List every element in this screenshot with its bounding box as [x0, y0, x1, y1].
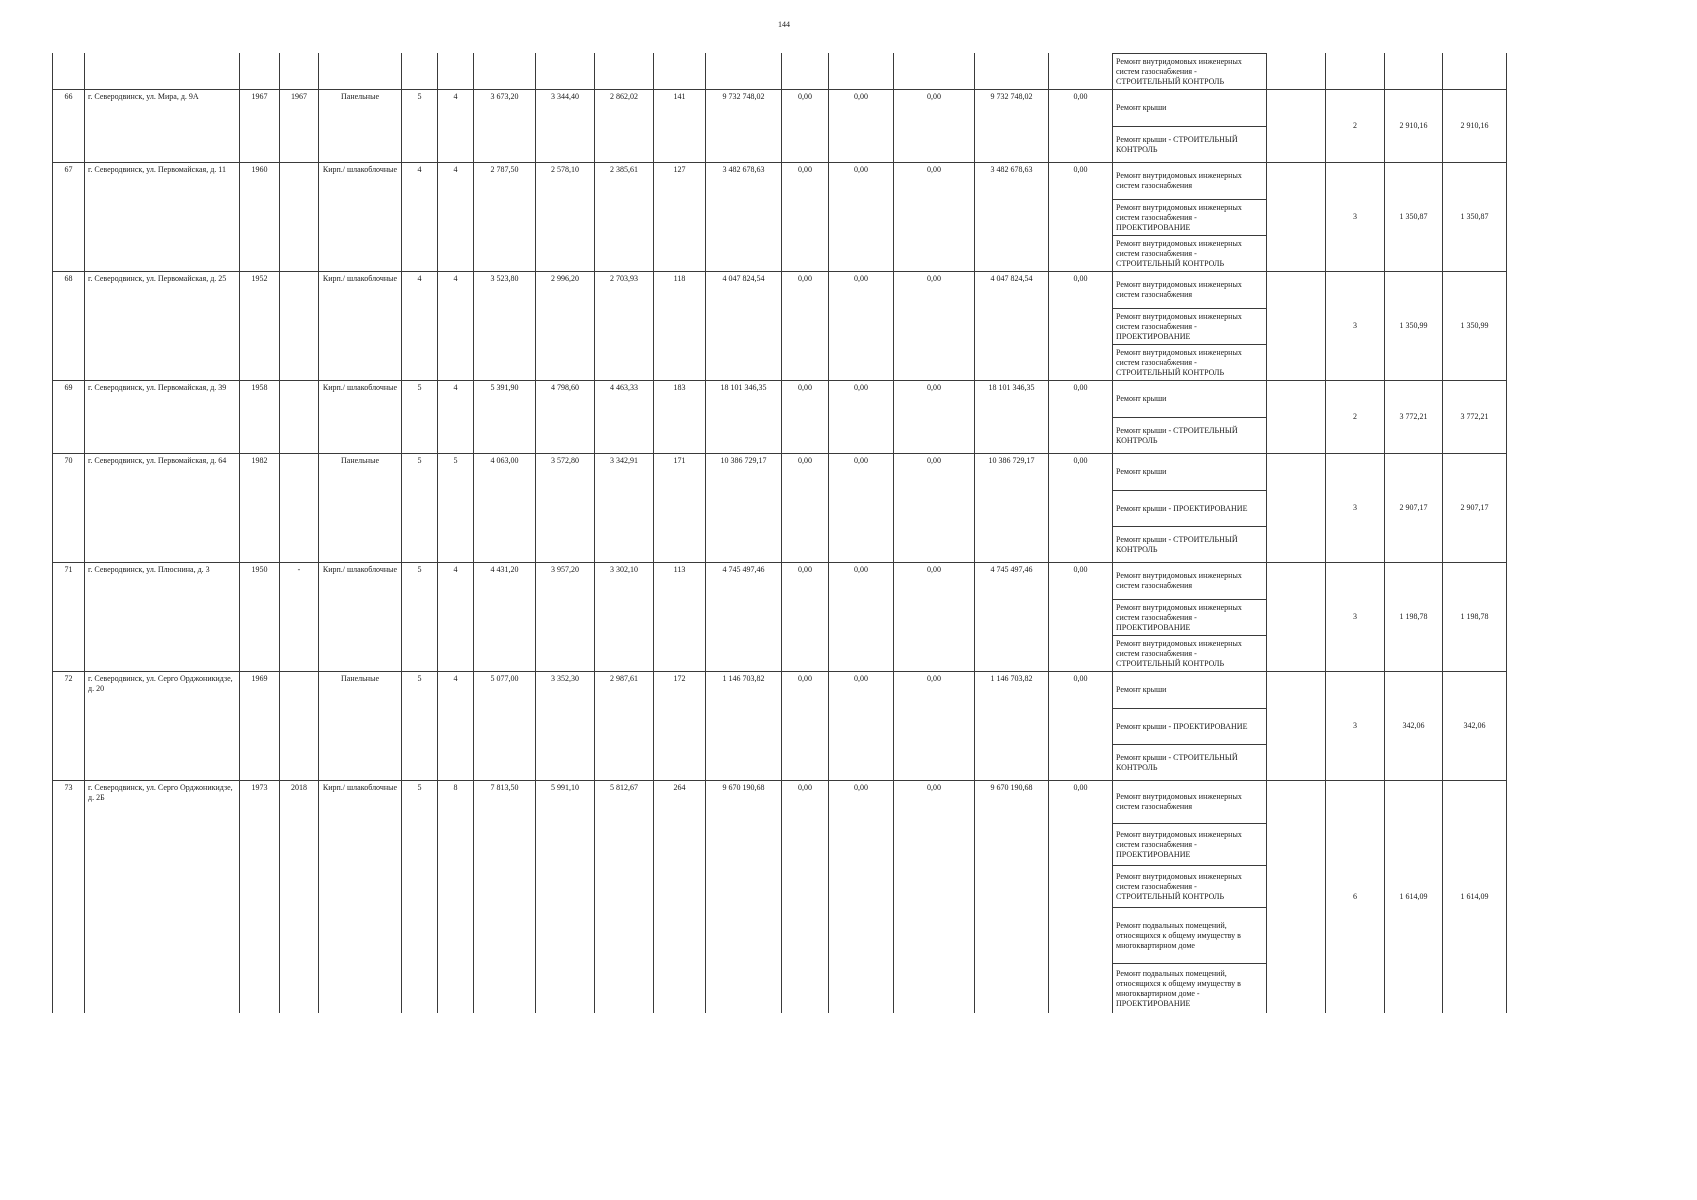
- works-cell: [1113, 454, 1326, 563]
- entrances: 4: [438, 672, 474, 781]
- area-residential: 3 342,91: [595, 454, 654, 563]
- floors: 5: [402, 454, 438, 563]
- floors: 5: [402, 672, 438, 781]
- entrances: 8: [438, 781, 474, 1014]
- work-item: Ремонт крыши - СТРОИТЕЛЬНЫЙ КОНТРОЛЬ: [1113, 526, 1267, 562]
- area-premises: 4 798,60: [536, 381, 595, 454]
- work-item: Ремонт внутридомовых инженерных систем газоснабжения - ПРОЕКТИРОВАНИЕ: [1113, 308, 1267, 344]
- table-row: [53, 563, 1507, 672]
- area-residential: 5 812,67: [595, 781, 654, 1014]
- entrances: 4: [438, 563, 474, 672]
- empty-cell: [53, 53, 85, 90]
- fund-owners: 4 047 824,54: [975, 272, 1049, 381]
- wall-material: Панельные: [319, 90, 402, 163]
- area-total: 3 523,80: [474, 272, 536, 381]
- empty-cell: [829, 53, 894, 90]
- unit-cost-max: 1 350,99: [1443, 272, 1507, 381]
- work-item: Ремонт крыши: [1113, 381, 1267, 417]
- row-number: 69: [53, 381, 85, 454]
- residents: 172: [654, 672, 706, 781]
- work-item: Ремонт крыши: [1113, 90, 1267, 126]
- fund-other: 0,00: [1049, 454, 1113, 563]
- fund-federal: 0,00: [782, 272, 829, 381]
- entrances: 4: [438, 90, 474, 163]
- fund-other: 0,00: [1049, 90, 1113, 163]
- cost-total: 10 386 729,17: [706, 454, 782, 563]
- floors: 4: [402, 163, 438, 272]
- work-item: Ремонт крыши - ПРОЕКТИРОВАНИЕ: [1113, 490, 1267, 526]
- fund-regional: 0,00: [829, 272, 894, 381]
- floors: 4: [402, 272, 438, 381]
- unit-cost-max: 3 772,21: [1443, 381, 1507, 454]
- page-number: 144: [778, 20, 790, 29]
- empty-cell: [1385, 53, 1443, 90]
- fund-regional: 0,00: [829, 454, 894, 563]
- year-overhaul: [280, 272, 319, 381]
- table-row: [53, 381, 1507, 454]
- row-number: 71: [53, 563, 85, 672]
- year-overhaul: [280, 163, 319, 272]
- works-count: 3: [1326, 163, 1385, 272]
- year-overhaul: 1967: [280, 90, 319, 163]
- unit-cost: 1 198,78: [1385, 563, 1443, 672]
- empty-cell: [319, 53, 402, 90]
- area-premises: 3 957,20: [536, 563, 595, 672]
- work-item: Ремонт внутридомовых инженерных систем газоснабжения - СТРОИТЕЛЬНЫЙ КОНТРОЛЬ: [1113, 635, 1267, 671]
- year-overhaul: [280, 381, 319, 454]
- area-total: 2 787,50: [474, 163, 536, 272]
- work-item: Ремонт внутридомовых инженерных систем газоснабжения: [1113, 272, 1267, 308]
- area-residential: 3 302,10: [595, 563, 654, 672]
- cost-total: 9 670 190,68: [706, 781, 782, 1014]
- empty-cell: [474, 53, 536, 90]
- residents: 141: [654, 90, 706, 163]
- area-residential: 2 703,93: [595, 272, 654, 381]
- cost-total: 4 745 497,46: [706, 563, 782, 672]
- empty-cell: [536, 53, 595, 90]
- residents: 118: [654, 272, 706, 381]
- area-residential: 2 987,61: [595, 672, 654, 781]
- fund-regional: 0,00: [829, 163, 894, 272]
- empty-cell: [85, 53, 240, 90]
- wall-material: Кирп./ шлакоблочные: [319, 781, 402, 1014]
- work-item: Ремонт крыши - СТРОИТЕЛЬНЫЙ КОНТРОЛЬ: [1113, 126, 1267, 162]
- row-number: 70: [53, 454, 85, 563]
- fund-owners: 18 101 346,35: [975, 381, 1049, 454]
- cost-total: 3 482 678,63: [706, 163, 782, 272]
- unit-cost-max: 1 350,87: [1443, 163, 1507, 272]
- area-total: 4 063,00: [474, 454, 536, 563]
- works-cell: [1113, 563, 1326, 672]
- fund-regional: 0,00: [829, 672, 894, 781]
- empty-cell: [1326, 53, 1385, 90]
- fund-local: 0,00: [894, 781, 975, 1014]
- year-overhaul: [280, 672, 319, 781]
- works-cell: [1113, 53, 1326, 90]
- unit-cost: 3 772,21: [1385, 381, 1443, 454]
- works-cell: [1113, 381, 1326, 454]
- table-row: [53, 90, 1507, 163]
- area-residential: 2 385,61: [595, 163, 654, 272]
- floors: 5: [402, 781, 438, 1014]
- empty-cell: [975, 53, 1049, 90]
- wall-material: Кирп./ шлакоблочные: [319, 563, 402, 672]
- unit-cost-max: 1 614,09: [1443, 781, 1507, 1014]
- table-body: [53, 53, 1507, 1013]
- wall-material: Кирп./ шлакоблочные: [319, 381, 402, 454]
- cost-total: 9 732 748,02: [706, 90, 782, 163]
- residents: 183: [654, 381, 706, 454]
- table-row: [53, 454, 1507, 563]
- fund-federal: 0,00: [782, 781, 829, 1014]
- area-premises: 2 996,20: [536, 272, 595, 381]
- entrances: 4: [438, 163, 474, 272]
- empty-cell: [240, 53, 280, 90]
- empty-cell: [654, 53, 706, 90]
- empty-cell: [438, 53, 474, 90]
- fund-local: 0,00: [894, 163, 975, 272]
- work-item: Ремонт крыши: [1113, 454, 1267, 490]
- fund-local: 0,00: [894, 672, 975, 781]
- year-overhaul: 2018: [280, 781, 319, 1014]
- area-premises: 3 344,40: [536, 90, 595, 163]
- works-count: 3: [1326, 563, 1385, 672]
- works-cell: [1113, 90, 1326, 163]
- works-count: 3: [1326, 272, 1385, 381]
- year-built: 1967: [240, 90, 280, 163]
- fund-owners: 1 146 703,82: [975, 672, 1049, 781]
- wall-material: Панельные: [319, 454, 402, 563]
- row-number: 73: [53, 781, 85, 1014]
- fund-federal: 0,00: [782, 381, 829, 454]
- work-item: Ремонт крыши - ПРОЕКТИРОВАНИЕ: [1113, 708, 1267, 744]
- unit-cost: 342,06: [1385, 672, 1443, 781]
- unit-cost: 2 907,17: [1385, 454, 1443, 563]
- year-overhaul: [280, 454, 319, 563]
- unit-cost: 1 614,09: [1385, 781, 1443, 1014]
- address: г. Северодвинск, ул. Первомайская, д. 64: [85, 454, 240, 563]
- fund-federal: 0,00: [782, 163, 829, 272]
- work-item: Ремонт крыши - СТРОИТЕЛЬНЫЙ КОНТРОЛЬ: [1113, 417, 1267, 453]
- address: г. Северодвинск, ул. Первомайская, д. 25: [85, 272, 240, 381]
- fund-local: 0,00: [894, 454, 975, 563]
- work-item: Ремонт внутридомовых инженерных систем газоснабжения - СТРОИТЕЛЬНЫЙ КОНТРОЛЬ: [1113, 53, 1267, 89]
- year-built: 1958: [240, 381, 280, 454]
- area-residential: 2 862,02: [595, 90, 654, 163]
- fund-owners: 4 745 497,46: [975, 563, 1049, 672]
- address: г. Северодвинск, ул. Серго Орджоникидзе, д. 2Б: [85, 781, 240, 1014]
- year-overhaul: -: [280, 563, 319, 672]
- work-item: Ремонт подвальных помещений, относящихся к общему имуществу в многоквартирном доме - ПРОЕКТИРОВАНИЕ: [1113, 963, 1267, 1013]
- fund-owners: 10 386 729,17: [975, 454, 1049, 563]
- fund-other: 0,00: [1049, 381, 1113, 454]
- year-built: 1950: [240, 563, 280, 672]
- entrances: 5: [438, 454, 474, 563]
- fund-federal: 0,00: [782, 454, 829, 563]
- empty-cell: [280, 53, 319, 90]
- work-item: Ремонт внутридомовых инженерных систем газоснабжения: [1113, 163, 1267, 199]
- unit-cost-max: 1 198,78: [1443, 563, 1507, 672]
- area-premises: 3 572,80: [536, 454, 595, 563]
- year-built: 1973: [240, 781, 280, 1014]
- area-total: 5 077,00: [474, 672, 536, 781]
- area-total: 5 391,90: [474, 381, 536, 454]
- table-row: [53, 672, 1507, 781]
- fund-regional: 0,00: [829, 781, 894, 1014]
- table-row-continuation: [53, 53, 1507, 90]
- empty-cell: [595, 53, 654, 90]
- work-item: Ремонт внутридомовых инженерных систем газоснабжения - СТРОИТЕЛЬНЫЙ КОНТРОЛЬ: [1113, 235, 1267, 271]
- unit-cost: 2 910,16: [1385, 90, 1443, 163]
- unit-cost: 1 350,99: [1385, 272, 1443, 381]
- empty-cell: [894, 53, 975, 90]
- fund-local: 0,00: [894, 90, 975, 163]
- residents: 264: [654, 781, 706, 1014]
- empty-cell: [1049, 53, 1113, 90]
- floors: 5: [402, 90, 438, 163]
- area-premises: 3 352,30: [536, 672, 595, 781]
- year-built: 1982: [240, 454, 280, 563]
- unit-cost-max: 2 907,17: [1443, 454, 1507, 563]
- overhaul-table: [52, 53, 1507, 1013]
- empty-cell: [402, 53, 438, 90]
- row-number: 68: [53, 272, 85, 381]
- wall-material: Панельные: [319, 672, 402, 781]
- area-total: 3 673,20: [474, 90, 536, 163]
- area-residential: 4 463,33: [595, 381, 654, 454]
- residents: 113: [654, 563, 706, 672]
- fund-regional: 0,00: [829, 90, 894, 163]
- residents: 127: [654, 163, 706, 272]
- year-built: 1960: [240, 163, 280, 272]
- fund-other: 0,00: [1049, 272, 1113, 381]
- works-cell: [1113, 781, 1326, 1014]
- work-item: Ремонт внутридомовых инженерных систем газоснабжения - СТРОИТЕЛЬНЫЙ КОНТРОЛЬ: [1113, 865, 1267, 907]
- fund-other: 0,00: [1049, 781, 1113, 1014]
- cost-total: 18 101 346,35: [706, 381, 782, 454]
- works-count: 3: [1326, 672, 1385, 781]
- empty-cell: [782, 53, 829, 90]
- year-built: 1969: [240, 672, 280, 781]
- row-number: 66: [53, 90, 85, 163]
- area-premises: 5 991,10: [536, 781, 595, 1014]
- work-item: Ремонт внутридомовых инженерных систем газоснабжения - ПРОЕКТИРОВАНИЕ: [1113, 823, 1267, 865]
- works-cell: [1113, 672, 1326, 781]
- cost-total: 4 047 824,54: [706, 272, 782, 381]
- work-item: Ремонт крыши: [1113, 672, 1267, 708]
- fund-federal: 0,00: [782, 90, 829, 163]
- work-item: Ремонт крыши - СТРОИТЕЛЬНЫЙ КОНТРОЛЬ: [1113, 744, 1267, 780]
- fund-regional: 0,00: [829, 381, 894, 454]
- address: г. Северодвинск, ул. Серго Орджоникидзе, д. 20: [85, 672, 240, 781]
- fund-owners: 9 732 748,02: [975, 90, 1049, 163]
- unit-cost-max: 342,06: [1443, 672, 1507, 781]
- cost-total: 1 146 703,82: [706, 672, 782, 781]
- unit-cost-max: 2 910,16: [1443, 90, 1507, 163]
- area-premises: 2 578,10: [536, 163, 595, 272]
- fund-owners: 3 482 678,63: [975, 163, 1049, 272]
- works-cell: [1113, 272, 1326, 381]
- unit-cost: 1 350,87: [1385, 163, 1443, 272]
- residents: 171: [654, 454, 706, 563]
- floors: 5: [402, 563, 438, 672]
- table-row: [53, 781, 1507, 1014]
- wall-material: Кирп./ шлакоблочные: [319, 272, 402, 381]
- work-item: Ремонт внутридомовых инженерных систем газоснабжения: [1113, 563, 1267, 599]
- works-cell: [1113, 163, 1326, 272]
- address: г. Северодвинск, ул. Плюснина, д. 3: [85, 563, 240, 672]
- wall-material: Кирп./ шлакоблочные: [319, 163, 402, 272]
- fund-federal: 0,00: [782, 672, 829, 781]
- table-row: [53, 163, 1507, 272]
- address: г. Северодвинск, ул. Первомайская, д. 11: [85, 163, 240, 272]
- work-item: Ремонт подвальных помещений, относящихся к общему имуществу в многоквартирном доме: [1113, 907, 1267, 963]
- area-total: 7 813,50: [474, 781, 536, 1014]
- year-built: 1952: [240, 272, 280, 381]
- fund-other: 0,00: [1049, 672, 1113, 781]
- entrances: 4: [438, 381, 474, 454]
- works-count: 2: [1326, 90, 1385, 163]
- fund-regional: 0,00: [829, 563, 894, 672]
- fund-other: 0,00: [1049, 163, 1113, 272]
- work-item: Ремонт внутридомовых инженерных систем газоснабжения - ПРОЕКТИРОВАНИЕ: [1113, 599, 1267, 635]
- fund-local: 0,00: [894, 381, 975, 454]
- work-item: Ремонт внутридомовых инженерных систем газоснабжения: [1113, 781, 1267, 823]
- fund-other: 0,00: [1049, 563, 1113, 672]
- fund-local: 0,00: [894, 272, 975, 381]
- address: г. Северодвинск, ул. Первомайская, д. 39: [85, 381, 240, 454]
- table-row: [53, 272, 1507, 381]
- fund-local: 0,00: [894, 563, 975, 672]
- fund-owners: 9 670 190,68: [975, 781, 1049, 1014]
- row-number: 67: [53, 163, 85, 272]
- address: г. Северодвинск, ул. Мира, д. 9А: [85, 90, 240, 163]
- work-item: Ремонт внутридомовых инженерных систем газоснабжения - СТРОИТЕЛЬНЫЙ КОНТРОЛЬ: [1113, 344, 1267, 380]
- area-total: 4 431,20: [474, 563, 536, 672]
- works-count: 2: [1326, 381, 1385, 454]
- empty-cell: [1443, 53, 1507, 90]
- row-number: 72: [53, 672, 85, 781]
- entrances: 4: [438, 272, 474, 381]
- floors: 5: [402, 381, 438, 454]
- works-count: 6: [1326, 781, 1385, 1014]
- work-item: Ремонт внутридомовых инженерных систем газоснабжения - ПРОЕКТИРОВАНИЕ: [1113, 199, 1267, 235]
- empty-cell: [706, 53, 782, 90]
- fund-federal: 0,00: [782, 563, 829, 672]
- works-count: 3: [1326, 454, 1385, 563]
